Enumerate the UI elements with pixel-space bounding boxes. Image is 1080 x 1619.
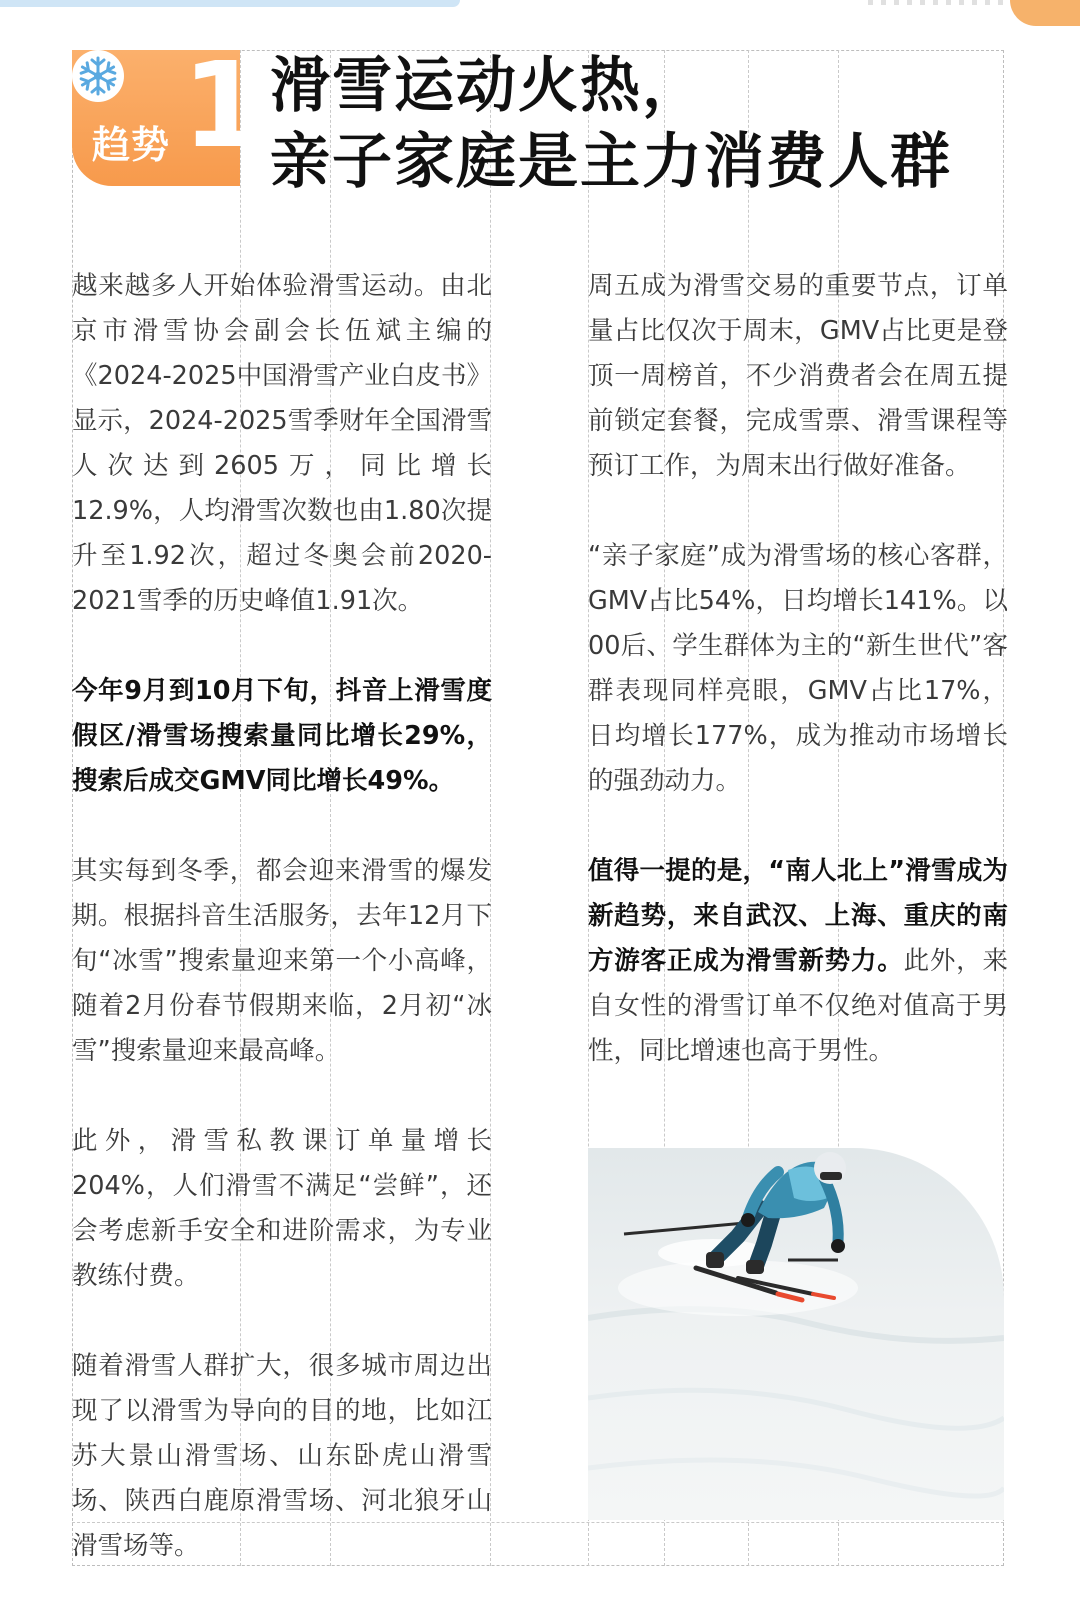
skier-illustration: [588, 1148, 1004, 1520]
paragraph-mixed: [588, 849, 1008, 1074]
regular-text: 此外，来自女性的滑雪订单不仅绝对值高于男性，同比增速也高于男性。: [588, 946, 1008, 1066]
trend-badge: [72, 36, 265, 186]
title-line-1: 滑雪运动火热，: [270, 51, 704, 121]
badge-label: 趋势: [92, 123, 171, 167]
skier-photo: [588, 1148, 1004, 1520]
page-title: [270, 48, 1010, 200]
right-column: [588, 264, 1008, 1119]
badge-number: 1: [182, 36, 265, 174]
paragraph: 随着滑雪人群扩大，很多城市周边出现了以滑雪为导向的目的地，比如江苏大景山滑雪场、山东卧虎山滑雪场、陕西白鹿原滑雪场、河北狼牙山滑雪场等。: [72, 1351, 492, 1561]
paragraph: “亲子家庭”成为滑雪场的核心客群，GMV占比54%，日均增长141%。以00后、学生群体为主的“新生世代”客群表现同样亮眼，GMV占比17%，日均增长177%，成为推动市场增长的强劲动力。: [588, 541, 1008, 796]
title-line-2: 亲子家庭是主力消费人群: [270, 127, 952, 197]
left-column: [72, 264, 492, 1614]
paragraph: 越来越多人开始体验滑雪运动。由北京市滑雪协会副会长伍斌主编的《2024-2025中国滑雪产业白皮书》显示，2024-2025雪季财年全国滑雪人次达到2605万，同比增长12.9%，人均滑雪次数也由1.80次提升至1.92次，超过冬奥会前2020-2021雪季的历史峰值1.91次。: [72, 271, 492, 616]
top-corner-decoration: [1010, 0, 1080, 26]
paragraph: 此外，滑雪私教课订单量增长204%，人们滑雪不满足“尝鲜”，还会考虑新手安全和进阶需求，为专业教练付费。: [72, 1126, 492, 1291]
paragraph: 周五成为滑雪交易的重要节点，订单量占比仅次于周末，GMV占比更是登顶一周榜首，不少消费者会在周五提前锁定套餐，完成雪票、滑雪课程等预订工作，为周末出行做好准备。: [588, 271, 1008, 481]
snowflake-icon: [72, 50, 124, 102]
paragraph-highlight: [72, 669, 492, 804]
top-decoration-bar: [0, 0, 460, 7]
paragraph: 其实每到冬季，都会迎来滑雪的爆发期。根据抖音生活服务，去年12月下旬“冰雪”搜索量迎来第一个小高峰，随着2月份春节假期来临，2月初“冰雪”搜索量迎来最高峰。: [72, 856, 492, 1066]
top-faint-marks: [868, 0, 1008, 5]
bold-text: 今年9月到10月下旬，抖音上滑雪度假区/滑雪场搜索量同比增长29%，搜索后成交GMV同比增长49%。: [72, 676, 492, 796]
bold-text: 值得一提的是，“南人北上”滑雪成为新趋势，来自武汉、上海、重庆的南方游客正成为滑雪新势力。: [588, 856, 1008, 976]
